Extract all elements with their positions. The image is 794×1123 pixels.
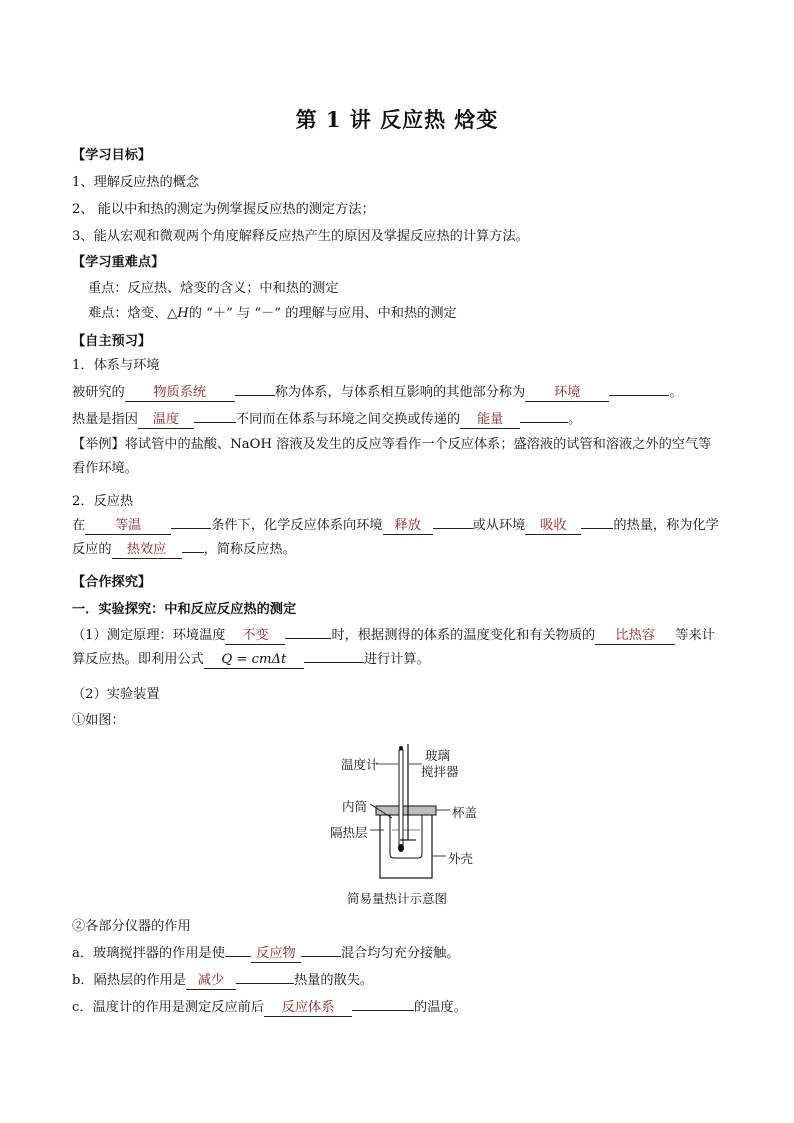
outer-shell [380,812,432,878]
apparatus-title: （2）实验装置 [72,687,160,702]
blank-answer: 释放 [383,517,433,535]
goal-1: 1、理解反应热的概念 [72,175,200,190]
blank-answer: 热效应 [112,541,182,559]
preview-heading: 【自主预习】 [72,334,152,349]
heat-definition: 热量是指因 温度 不同而在体系与环境之间交换或传递的 能量 。 [72,412,582,427]
blank-answer: 不变 [225,627,285,645]
blank-answer: 等温 [85,517,171,535]
key-heading: 【学习重难点】 [72,255,165,270]
blank-answer: 物质系统 [125,384,235,402]
thermometer [399,750,403,848]
figure-intro: ①如图： [72,713,125,728]
parts-heading: ②各部分仪器的作用 [72,919,191,934]
preview-title-2: 2．反应热 [72,494,134,509]
preview-title-1: 1．体系与环境 [72,358,160,373]
blank-answer: 反应体系 [264,999,352,1017]
part-b: b．隔热层的作用是 减少 热量的散失。 [72,973,374,988]
blank-answer: 比热容 [595,627,675,645]
goal-3: 3、能从宏观和微观两个角度解释反应热产生的原因及掌握反应热的计算方法。 [72,229,529,244]
difficult-point: 难点：焓变、△H的 “＋” 与 “－” 的理解与应用、中和热的测定 [88,306,457,321]
goal-2: 2、 能以中和热的测定为例掌握反应热的测定方法； [72,202,375,217]
blank-answer: 环境 [525,384,609,402]
measurement-principle: （1）测定原理：环境温度 不变 时，根据测得的体系的温度变化和有关物质的 比热容 等来计算反应热。即利用公式 Q = cmΔt 进行计算。 [72,628,715,667]
goals-heading: 【学习目标】 [72,148,152,163]
label-insulation: 隔热层 [330,825,368,840]
figure-caption: 简易量热计示意图 [346,891,447,906]
blank-answer: 能量 [460,411,520,429]
label-glass: 玻璃 [425,748,451,763]
label-stirrer: 搅拌器 [421,764,459,779]
label-thermometer: 温度计 [341,757,379,772]
blank-answer: 减少 [186,972,236,990]
coop-heading: 【合作探究】 [72,575,152,590]
part-a: a．玻璃搅拌器的作用是使 反应物 混合均匀充分接触。 [72,946,460,961]
system-definition: 被研究的 物质系统 称为体系，与体系相互影响的其他部分称为 环境 。 [72,385,683,400]
blank-answer: 温度 [138,411,194,429]
experiment-title: 一．实验探究：中和反应反应热的测定 [72,602,297,617]
key-point: 重点：反应热、焓变的含义；中和热的测定 [88,281,339,296]
part-c: c．温度计的作用是测定反应前后 反应体系 的温度。 [72,1000,467,1015]
reaction-heat-definition: 在 等温 条件下，化学反应体系向环境 释放 或从环境 吸收 的热量，称为化学反应的 热效应 ，简称反应热。 [72,518,719,557]
label-shell: 外壳 [448,851,474,866]
thermometer-bulb [398,844,404,852]
example-paragraph: 【举例】将试管中的盐酸、NaOH 溶液及发生的反应等看作一个反应体系；盛溶液的试管和溶液之外的空气等看作环境。 [72,437,712,476]
blank-answer: 吸收 [525,517,581,535]
label-lid: 杯盖 [452,805,478,820]
page-title: 第 1 讲 反应热 焓变 [295,107,499,132]
label-inner-cup: 内筒 [342,799,368,814]
inner-cup [390,815,422,858]
formula: Q = cmΔt [204,651,304,669]
blank-answer: 反应物 [251,945,301,963]
